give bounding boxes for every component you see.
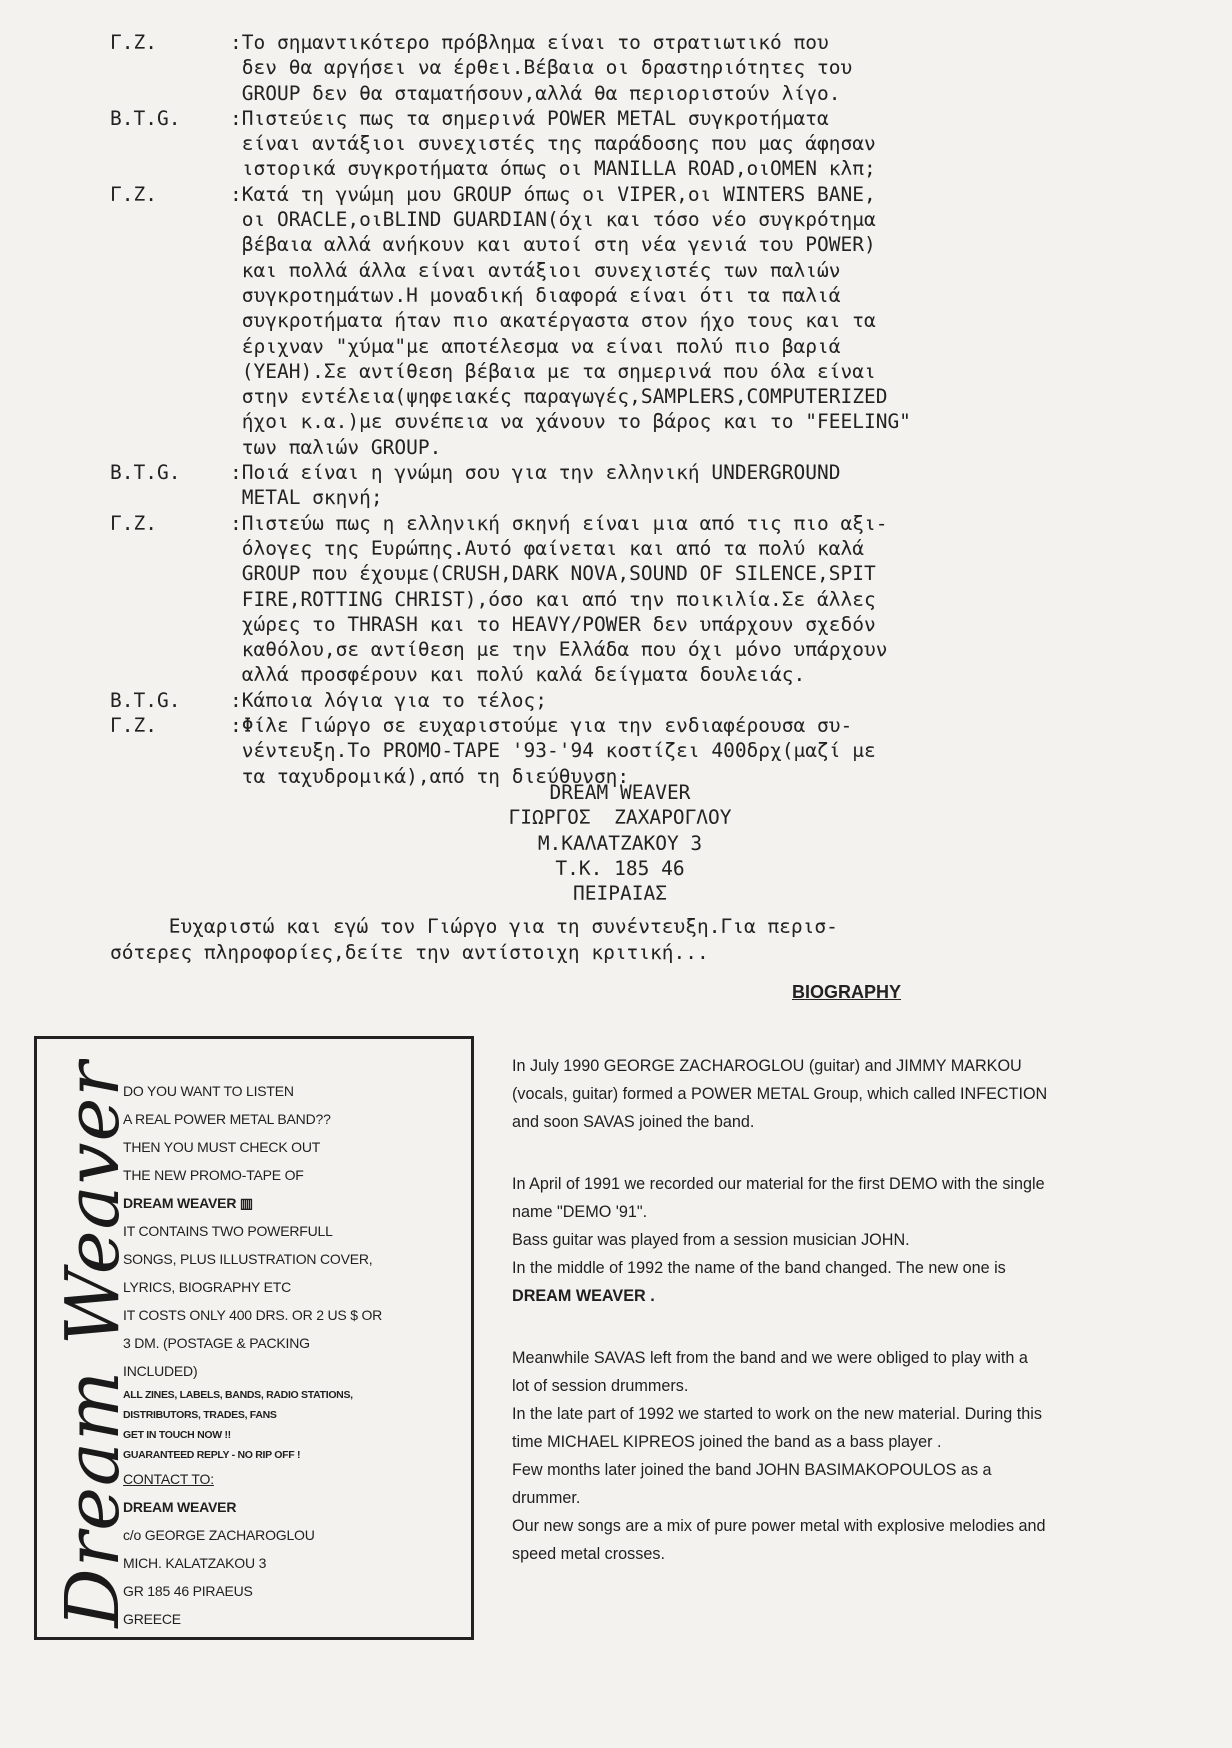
interview-exchange bbox=[110, 713, 1130, 789]
biography-heading: BIOGRAPHY bbox=[792, 982, 902, 1002]
interview-exchange bbox=[110, 460, 1130, 511]
text-line: στην εντέλεια(ψηφειακές παραγωγές,SAMPLERS,COMPUTERIZED bbox=[230, 385, 888, 409]
ad-line: DREAM WEAVER ▥ bbox=[123, 1195, 253, 1211]
ad-line: LYRICS, BIOGRAPHY ETC bbox=[123, 1279, 291, 1295]
address-line: Μ.ΚΑΛΑΤΖΑΚΟΥ 3 bbox=[537, 831, 703, 855]
ad-line: CONTACT TO: bbox=[123, 1471, 214, 1487]
text-line: METAL σκηνή; bbox=[230, 486, 383, 510]
bio-line: Our new songs are a mix of pure power metal with explosive melodies and bbox=[512, 1517, 1046, 1535]
ad-line: 3 DM. (POSTAGE & PACKING bbox=[123, 1335, 310, 1351]
text-line: έριχναν "χύμα"με αποτέλεσμα να είναι πολύ πιο βαριά bbox=[230, 334, 841, 358]
ad-line: c/o GEORGE ZACHAROGLOU bbox=[123, 1527, 315, 1543]
speaker-label: Γ.Ζ. bbox=[110, 182, 157, 206]
text-line: (YEAH).Σε αντίθεση βέβαια με τα σημερινά που όλα είναι bbox=[230, 359, 876, 383]
speaker-text bbox=[230, 688, 1130, 713]
ad-line: SONGS, PLUS ILLUSTRATION COVER, bbox=[123, 1251, 373, 1267]
bio-line: In the late part of 1992 we started to work on the new material. During this bbox=[512, 1405, 1042, 1423]
text-line: :Πιστεύεις πως τα σημερινά POWER METAL συγκροτήματα bbox=[230, 106, 829, 130]
text-line: ιστορικά συγκροτήματα όπως οι MANILLA ROAD,οιOMEN κλπ; bbox=[230, 157, 876, 181]
bio-line: (vocals, guitar) formed a POWER METAL Group, which called INFECTION bbox=[512, 1085, 1048, 1103]
interview-exchange bbox=[110, 30, 1130, 106]
text-line: όλογες της Ευρώπης.Αυτό φαίνεται και από τα πολύ καλά bbox=[230, 536, 864, 560]
text-line: χώρες το THRASH και το HEAVY/POWER δεν υπάρχουν σχεδόν bbox=[230, 612, 876, 636]
text-line: δεν θα αργήσει να έρθει.Βέβαια οι δραστηριότητες του bbox=[230, 56, 853, 80]
text-line: :Ποιά είναι η γνώμη σου για την ελληνική UNDERGROUND bbox=[230, 461, 841, 485]
speaker-text bbox=[230, 106, 1130, 182]
text-line: αλλά προσφέρουν και πολύ καλά δείγματα δουλειάς. bbox=[230, 663, 806, 687]
logo-text: Dream Weaver bbox=[50, 1060, 136, 1628]
ad-line: MICH. KALATZAKOU 3 bbox=[123, 1555, 267, 1571]
speaker-text bbox=[230, 30, 1130, 106]
address-line: ΠΕΙΡΑΙΑΣ bbox=[573, 882, 667, 906]
speaker-label: Γ.Ζ. bbox=[110, 511, 157, 535]
text-line: νέντευξη.Το PROMO-TAPE '93-'94 κοστίζει 400δρχ(μαζί με bbox=[230, 739, 876, 763]
text-line: :Το σημαντικότερο πρόβλημα είναι το στρατιωτικό που bbox=[230, 31, 829, 54]
bio-line: and soon SAVAS joined the band. bbox=[512, 1113, 755, 1131]
text-line: βέβαια αλλά ανήκουν και αυτοί στη νέα γενιά του POWER) bbox=[230, 233, 876, 257]
ad-line: GUARANTEED REPLY - NO RIP OFF ! bbox=[123, 1449, 301, 1461]
bio-line: Bass guitar was played from a session musician JOHN. bbox=[512, 1231, 910, 1249]
bio-line: name "DEMO '91". bbox=[512, 1203, 648, 1221]
text-line: συγκροτήματα ήταν πιο ακατέργαστα στον ήχο τους και τα bbox=[230, 309, 876, 333]
text-line: οι ORACLE,οιBLIND GUARDIAN(όχι και τόσο νέο συγκρότημα bbox=[230, 208, 876, 232]
ad-line: DREAM WEAVER bbox=[123, 1499, 237, 1515]
speaker-text bbox=[230, 511, 1130, 688]
ad-line: GR 185 46 PIRAEUS bbox=[123, 1583, 253, 1599]
speaker-label: B.T.G. bbox=[110, 106, 181, 130]
paragraph-gap bbox=[512, 1136, 1182, 1170]
speaker-label: B.T.G. bbox=[110, 688, 181, 712]
bio-line: time MICHAEL KIPREOS joined the band as a bass player . bbox=[512, 1433, 942, 1451]
promo-ad-box bbox=[34, 1036, 474, 1640]
text-line: :Πιστεύω πως η ελληνική σκηνή είναι μια από τις πιο αξι- bbox=[230, 511, 888, 535]
ad-line: DISTRIBUTORS, TRADES, FANS bbox=[123, 1409, 277, 1421]
speaker-label: B.T.G. bbox=[110, 461, 181, 485]
paragraph-gap bbox=[512, 1310, 1182, 1344]
ad-line: IT COSTS ONLY 400 DRS. OR 2 US $ OR bbox=[123, 1307, 383, 1323]
speaker-text bbox=[230, 460, 1130, 511]
text-line: ήχοι κ.α.)με συνέπεια να χάνουν το βάρος και το "FEELING" bbox=[230, 410, 911, 434]
text-line: :Κάποια λόγια για το τέλος; bbox=[230, 688, 547, 712]
interview-section bbox=[110, 30, 1130, 789]
ad-line: THEN YOU MUST CHECK OUT bbox=[123, 1139, 321, 1155]
speaker-label: Γ.Ζ. bbox=[110, 31, 157, 54]
bio-line: drummer. bbox=[512, 1489, 581, 1507]
ad-line: DO YOU WANT TO LISTEN bbox=[123, 1083, 294, 1099]
ad-line: IT CONTAINS TWO POWERFULL bbox=[123, 1223, 333, 1239]
text-line: τα ταχυδρομικά),από τη διεύθυνση: bbox=[230, 764, 630, 788]
text-line: των παλιών GROUP. bbox=[230, 435, 442, 459]
ad-line: GREECE bbox=[123, 1611, 181, 1627]
text-line: καθόλου,σε αντίθεση με την Ελλάδα που όχι μόνο υπάρχουν bbox=[230, 638, 888, 662]
bio-line: speed metal crosses. bbox=[512, 1545, 665, 1563]
text-line: συγκροτημάτων.Η μοναδική διαφορά είναι ότι τα παλιά bbox=[230, 283, 841, 307]
bio-line: In April of 1991 we recorded our material for the first DEMO with the single bbox=[512, 1175, 1045, 1193]
bio-line: Few months later joined the band JOHN BASIMAKOPOULOS as a bbox=[512, 1461, 992, 1479]
closing-line: Ευχαριστώ και εγώ τον Γιώργο για τη συνέντευξη.Για περισ- bbox=[110, 915, 838, 938]
text-line: είναι αντάξιοι συνεχιστές της παράδοσης που μας άφησαν bbox=[230, 132, 876, 156]
bio-line: In July 1990 GEORGE ZACHAROGLOU (guitar) and JIMMY MARKOU bbox=[512, 1057, 1022, 1075]
address-line: DREAM WEAVER bbox=[549, 781, 691, 804]
bio-line: lot of session drummers. bbox=[512, 1377, 689, 1395]
text-line: :Φίλε Γιώργο σε ευχαριστούμε για την ενδιαφέρουσα συ- bbox=[230, 714, 853, 738]
interview-exchange bbox=[110, 511, 1130, 688]
text-line: GROUP που έχουμε(CRUSH,DARK NOVA,SOUND OF SILENCE,SPIT bbox=[230, 562, 876, 586]
address-line: Τ.Κ. 185 46 bbox=[555, 856, 685, 880]
speaker-text bbox=[230, 713, 1130, 789]
bio-line: DREAM WEAVER . bbox=[512, 1287, 655, 1305]
contact-address bbox=[110, 780, 1130, 906]
bio-line: Meanwhile SAVAS left from the band and we were obliged to play with a bbox=[512, 1349, 1028, 1367]
text-line: GROUP δεν θα σταματήσουν,αλλά θα περιοριστούν λίγο. bbox=[230, 81, 841, 105]
ad-line: ALL ZINES, LABELS, BANDS, RADIO STATIONS, bbox=[123, 1389, 353, 1401]
ad-text bbox=[123, 1077, 463, 1633]
address-line: ΓΙΩΡΓΟΣ ΖΑΧΑΡΟΓΛΟΥ bbox=[508, 806, 732, 830]
text-line: και πολλά άλλα είναι αντάξιοι συνεχιστές των παλιών bbox=[230, 258, 841, 282]
biography-text bbox=[512, 1052, 1182, 1568]
speaker-label: Γ.Ζ. bbox=[110, 714, 157, 738]
closing-paragraph bbox=[110, 914, 1130, 966]
text-line: :Κατά τη γνώμη μου GROUP όπως οι VIPER,οι WINTERS BANE, bbox=[230, 182, 876, 206]
interview-exchange bbox=[110, 106, 1130, 182]
ad-line: A REAL POWER METAL BAND?? bbox=[123, 1111, 331, 1127]
ad-line: GET IN TOUCH NOW !! bbox=[123, 1429, 231, 1441]
ad-line: INCLUDED) bbox=[123, 1363, 198, 1379]
closing-line: σότερες πληροφορίες,δείτε την αντίστοιχη κριτική... bbox=[110, 941, 709, 964]
interview-exchange bbox=[110, 688, 1130, 713]
ad-line: THE NEW PROMO-TAPE OF bbox=[123, 1167, 304, 1183]
bio-line: In the middle of 1992 the name of the band changed. The new one is bbox=[512, 1259, 1006, 1277]
text-line: FIRE,ROTTING CHRIST),όσο και από την ποικιλία.Σε άλλες bbox=[230, 587, 876, 611]
speaker-text bbox=[230, 182, 1130, 460]
interview-exchange bbox=[110, 182, 1130, 460]
